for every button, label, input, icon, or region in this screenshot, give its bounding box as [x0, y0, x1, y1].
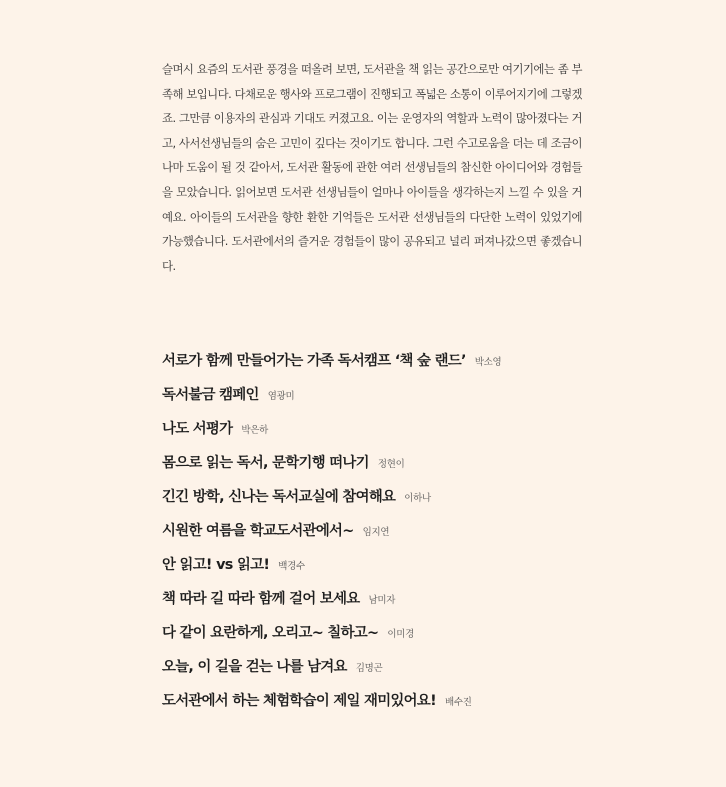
toc-item-title: 시원한 여름을 학교도서관에서~ [162, 523, 354, 539]
toc-item[interactable] [162, 615, 702, 649]
toc-item[interactable] [162, 479, 702, 513]
toc-item-author: 임지연 [362, 527, 390, 538]
toc-item-author: 김명곤 [355, 663, 383, 674]
toc-item[interactable] [162, 683, 702, 717]
toc-item-title: 안 읽고! vs 읽고! [162, 557, 270, 573]
toc-item-author: 이하나 [404, 493, 431, 504]
toc-item[interactable] [162, 411, 702, 445]
toc-item[interactable] [162, 445, 702, 479]
toc-item-title: 도서관에서 하는 체험학습이 제일 재미있어요! [162, 693, 436, 709]
toc-item-title: 다 같이 요란하게, 오리고~ 칠하고~ [162, 625, 379, 641]
toc-item-author: 이미경 [387, 629, 414, 640]
toc-item-title: 나도 서평가 [162, 421, 233, 437]
toc-item[interactable] [162, 547, 702, 581]
toc-item[interactable] [162, 343, 702, 377]
toc-item-title: 몸으로 읽는 독서, 문학기행 떠나기 [162, 455, 369, 471]
toc-item-author: 배수진 [444, 697, 472, 708]
toc-item[interactable] [162, 377, 702, 411]
toc-item-author: 정현이 [377, 459, 405, 470]
toc-item-title: 오늘, 이 길을 걷는 나를 남겨요 [162, 659, 347, 675]
toc-item-title: 긴긴 방학, 신나는 독서교실에 참여해요 [162, 489, 396, 505]
toc-item-title: 서로가 함께 만들어가는 가족 독서캠프 ‘책 숲 랜드’ [162, 353, 466, 369]
toc-item[interactable] [162, 581, 702, 615]
toc-item[interactable] [162, 513, 702, 547]
toc-item-title: 책 따라 길 따라 함께 걸어 보세요 [162, 591, 360, 607]
toc-item-title: 독서불금 캠페인 [162, 387, 259, 403]
toc-item-author: 남미자 [368, 595, 396, 606]
toc-item-author: 박은하 [241, 425, 268, 436]
toc-item[interactable] [162, 649, 702, 683]
intro-paragraph: 슬며시 요즘의 도서관 풍경을 떠올려 보면, 도서관을 책 읽는 공간으로만 여기기에는 좀 부족해 보입니다. 다채로운 행사와 프로그램이 진행되고 폭넓은 소통이 이루어지기에 그렇겠죠. 그만큼 이용자의 관심과 기대도 커졌고요. 이는 운영자의 역할과 노력이 많아졌다는 거고, 사서선생님들의 숨은 고민이 깊다는 것이기도 합니다. 그런 수고로움을 더는 데 조금이나마 도움이 될 것 같아서, 도서관 활동에 관한 여러 선생님들의 참신한 아이디어와 경험들을 모았습니다. 읽어보면 도서관 선생님들이 얼마나 아이들을 생각하는지 느낄 수 있을 거예요. 아이들의 도서관을 향한 환한 기억들은 도서관 선생님들의 다단한 노력이 있었기에 가능했습니다. 도서관에서의 즐거운 경험들이 많이 공유되고 널리 퍼져나갔으면 좋겠습니다. [162, 62, 582, 273]
toc-item-author: 염광미 [267, 391, 295, 402]
table-of-contents [162, 343, 702, 717]
toc-item-author: 백경수 [278, 561, 305, 572]
toc-item-author: 박소영 [474, 357, 502, 368]
